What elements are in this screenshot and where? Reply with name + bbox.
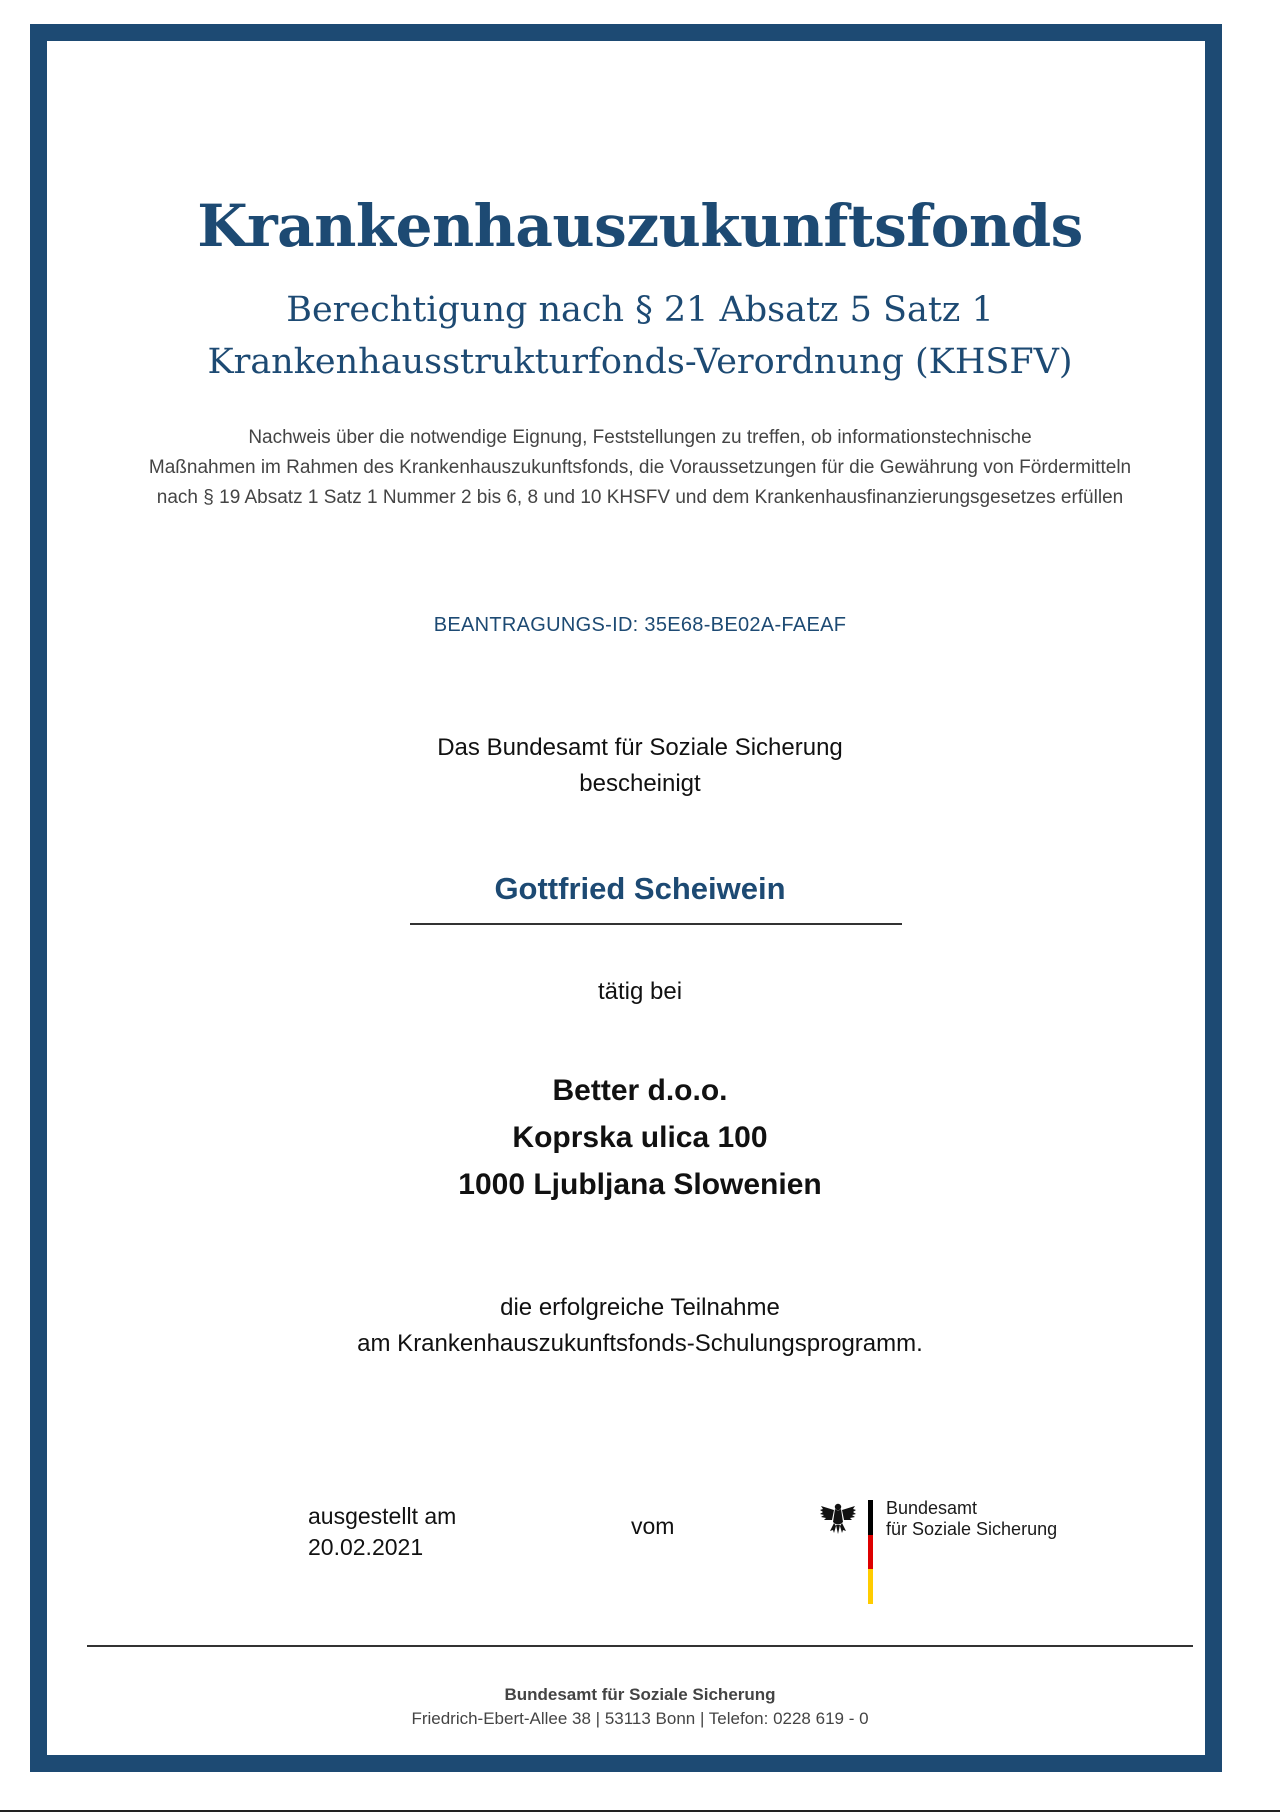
german-flag-bar (868, 1500, 873, 1604)
flag-stripe-red (868, 1535, 873, 1570)
issued-date: 20.02.2021 (308, 1534, 424, 1560)
intro-line: Nachweis über die notwendige Eignung, Feststellungen zu treffen, ob informationstechnische (248, 427, 1032, 448)
flag-stripe-gold (868, 1569, 873, 1604)
company-line: Better d.o.o. (552, 1074, 728, 1107)
federal-eagle-icon (818, 1498, 858, 1538)
certificate-subtitle (0, 284, 1280, 388)
issuer-line: bescheinigt (579, 770, 701, 797)
footer-divider (87, 1645, 1193, 1647)
agency-logo-name (886, 1498, 1057, 1540)
issuer-statement (0, 730, 1280, 802)
from-label: vom (631, 1513, 675, 1539)
logo-name-line: für Soziale Sicherung (886, 1519, 1058, 1539)
page-bottom-edge (0, 1810, 1280, 1812)
issuer-line: Das Bundesamt für Soziale Sicherung (437, 734, 843, 761)
issued-label: ausgestellt am (308, 1503, 457, 1529)
certificate-intro (0, 423, 1280, 513)
recipient-underline (410, 923, 902, 925)
issue-info (308, 1501, 456, 1563)
agency-logo (818, 1498, 1058, 1606)
recipient-name: Gottfried Scheiwein (494, 871, 786, 906)
intro-line: Maßnahmen im Rahmen des Krankenhauszukunftsfonds, die Voraussetzungen für die Gewährung von Fördermitteln (148, 457, 1132, 478)
subtitle-line: Berechtigung nach § 21 Absatz 5 Satz 1 (286, 290, 994, 330)
statement-line: am Krankenhauszukunftsfonds-Schulungsprogramm. (357, 1330, 923, 1357)
subtitle-line: Krankenhausstrukturfonds-Verordnung (KHSFV) (207, 342, 1073, 382)
employer-label: tätig bei (597, 978, 683, 1005)
certificate-title: Krankenhauszukunftsfonds (197, 192, 1083, 260)
footer-organization: Bundesamt für Soziale Sicherung (504, 1685, 776, 1704)
completion-statement (0, 1290, 1280, 1362)
statement-line: die erfolgreiche Teilnahme (500, 1294, 780, 1321)
footer-address: Friedrich-Ebert-Allee 38 | 53113 Bonn | Telefon: 0228 619 - 0 (411, 1709, 869, 1728)
flag-stripe-black (868, 1500, 873, 1535)
company-line: 1000 Ljubljana Slowenien (458, 1168, 822, 1201)
company-address (0, 1067, 1280, 1208)
application-id: BEANTRAGUNGS-ID: 35E68-BE02A-FAEAF (433, 614, 847, 636)
intro-line: nach § 19 Absatz 1 Satz 1 Nummer 2 bis 6, 8 und 10 KHSFV und dem Krankenhausfinanzierungsgesetzes erfüllen (156, 487, 1124, 508)
company-line: Koprska ulica 100 (512, 1121, 768, 1154)
logo-name-line: Bundesamt (886, 1498, 978, 1518)
